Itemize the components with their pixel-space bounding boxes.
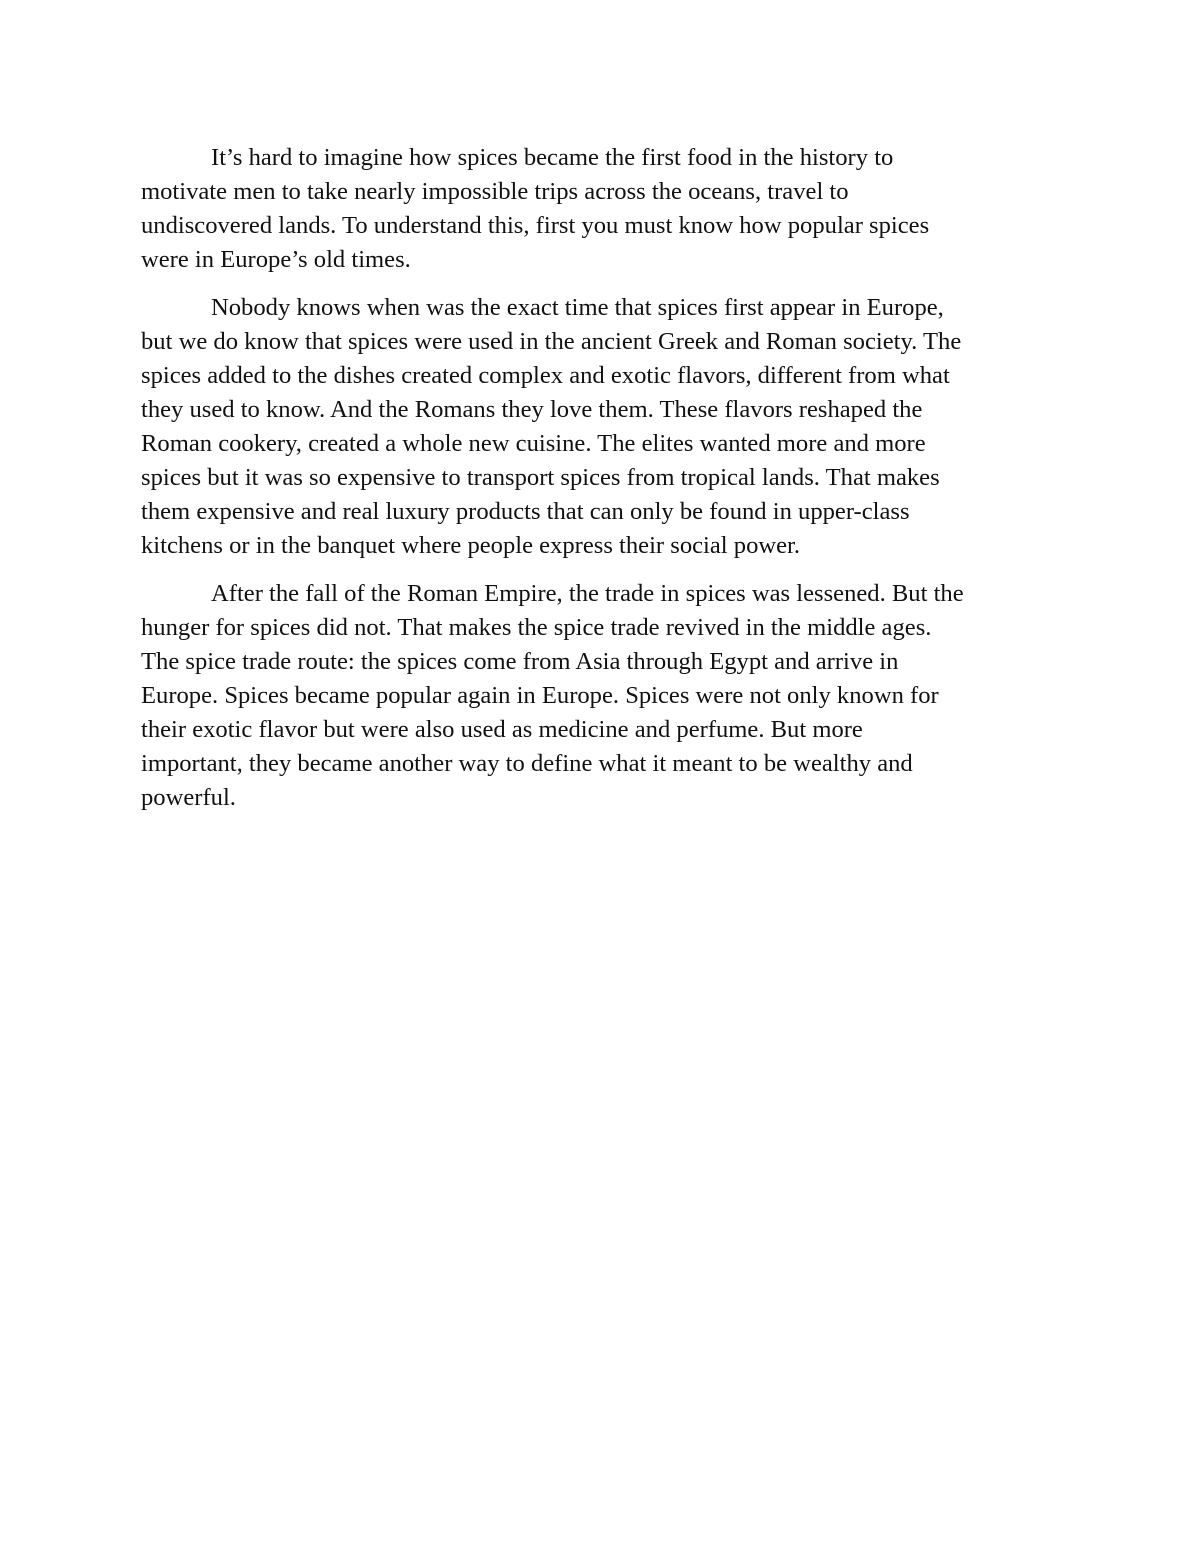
text-line: Europe. Spices became popular again in Europe. Spices were not only known for [141, 682, 939, 709]
text-line: powerful. [141, 784, 236, 811]
text-line: Nobody knows when was the exact time that spices first appear in Europe, [211, 294, 944, 321]
paragraph-1 [141, 141, 1071, 277]
text-line: undiscovered lands. To understand this, first you must know how popular spices [141, 212, 930, 239]
text-line: spices added to the dishes created complex and exotic flavors, different from what [141, 362, 950, 389]
text-line: but we do know that spices were used in the ancient Greek and Roman society. The [141, 328, 962, 355]
text-line: their exotic flavor but were also used as medicine and perfume. But more [141, 716, 863, 743]
text-line: important, they became another way to define what it meant to be wealthy and [141, 750, 913, 777]
text-line: were in Europe’s old times. [141, 246, 411, 273]
text-line: spices but it was so expensive to transport spices from tropical lands. That makes [141, 464, 940, 491]
text-line: they used to know. And the Romans they love them. These flavors reshaped the [141, 396, 923, 423]
text-line: hunger for spices did not. That makes the spice trade revived in the middle ages. [141, 614, 932, 641]
text-line: kitchens or in the banquet where people express their social power. [141, 532, 801, 559]
text-line: The spice trade route: the spices come from Asia through Egypt and arrive in [141, 648, 899, 675]
text-line: Roman cookery, created a whole new cuisine. The elites wanted more and more [141, 430, 926, 457]
text-line: motivate men to take nearly impossible trips across the oceans, travel to [141, 178, 849, 205]
paragraph-2 [141, 291, 1071, 563]
paragraph-3 [141, 577, 1071, 815]
text-line: After the fall of the Roman Empire, the trade in spices was lessened. But the [211, 580, 964, 607]
text-line: them expensive and real luxury products that can only be found in upper-class [141, 498, 910, 525]
text-line: It’s hard to imagine how spices became the first food in the history to [211, 144, 894, 171]
document-body [141, 141, 1071, 829]
